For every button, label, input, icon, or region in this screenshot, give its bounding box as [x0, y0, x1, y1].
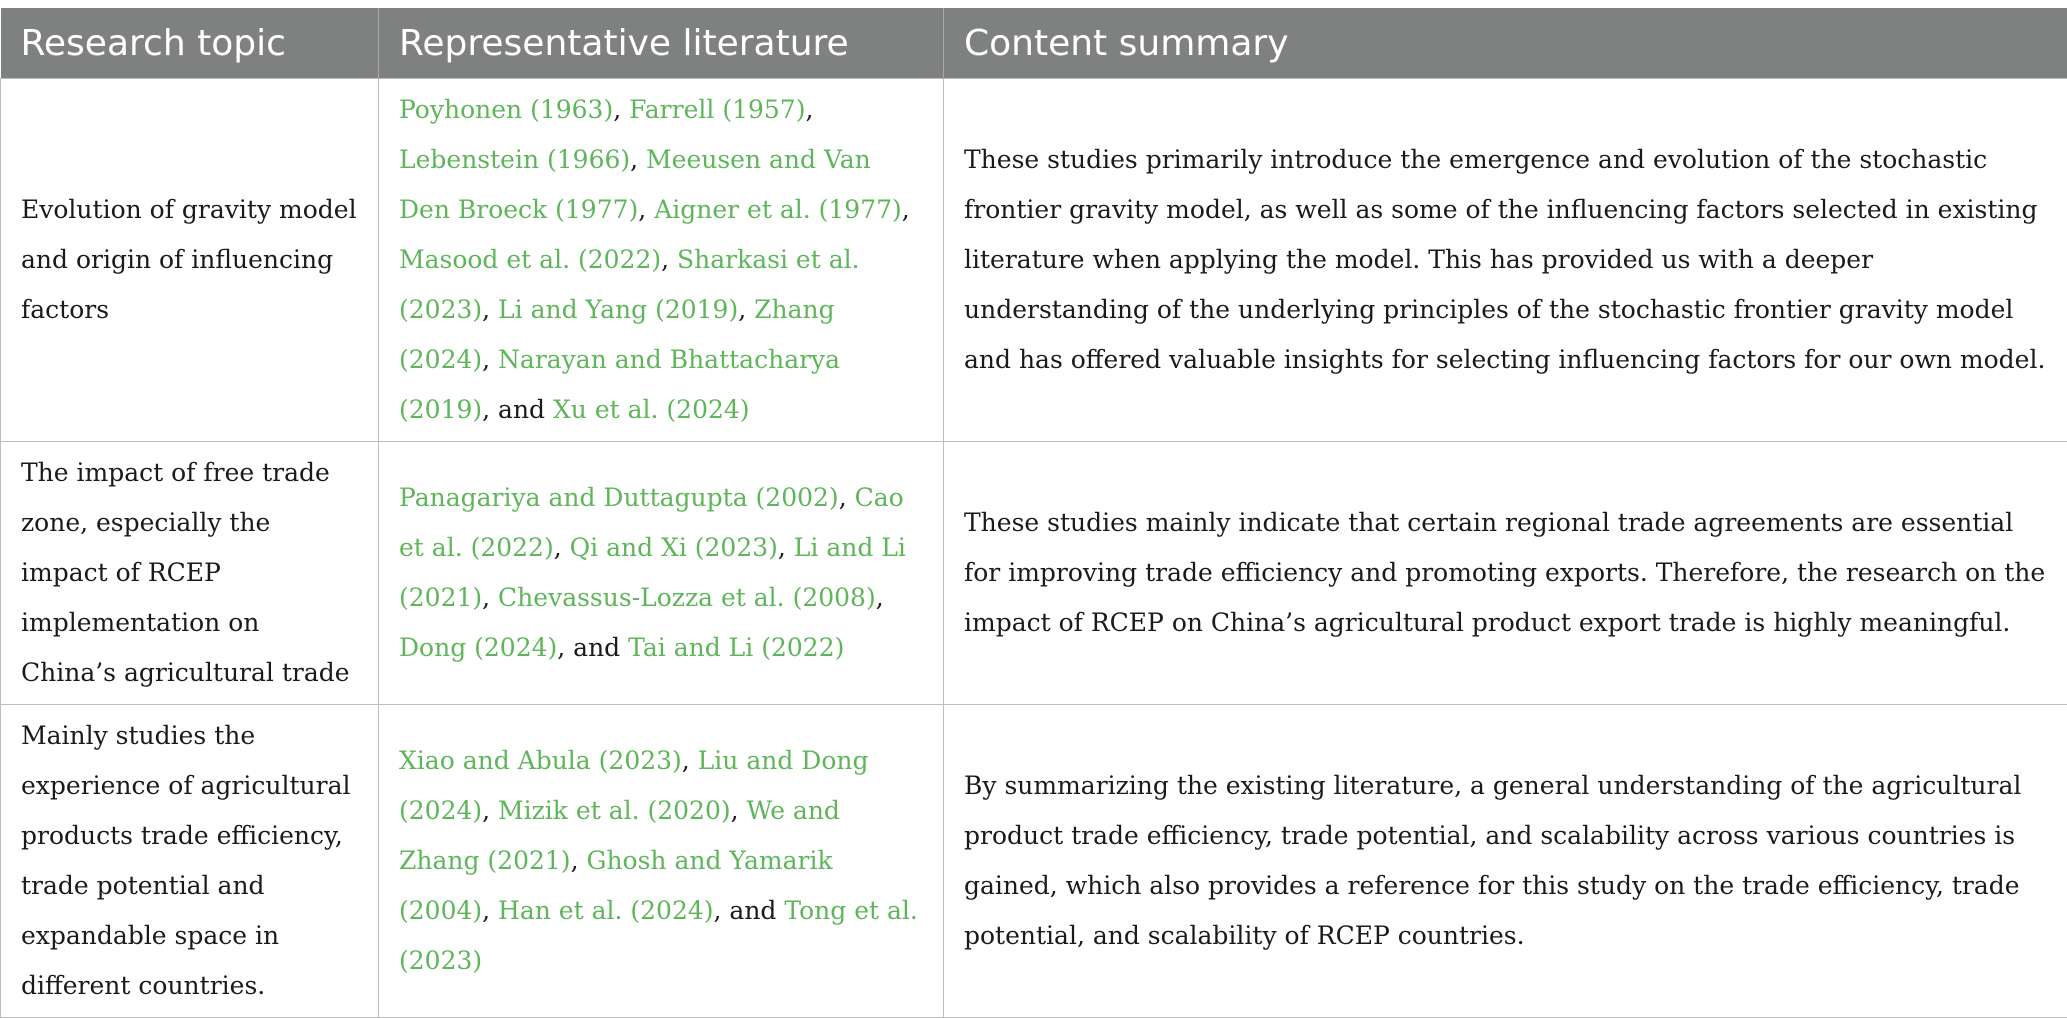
header-research-topic: Research topic [1, 8, 379, 79]
citation-link[interactable]: Liu and Dong (2024) [399, 746, 869, 825]
research-topic-cell: Mainly studies the experience of agricultural products trade efficiency, trade potential and expandable space in different countries. [1, 705, 379, 1018]
citation-separator: , [778, 533, 794, 562]
citation-separator: , [876, 583, 884, 612]
research-topic-cell: Evolution of gravity model and origin of influencing factors [1, 79, 379, 442]
citation-separator: , [554, 533, 570, 562]
citation-link[interactable]: Aigner et al. (1977) [654, 195, 902, 224]
literature-review-table [0, 8, 2067, 1018]
table-body [1, 79, 2067, 1018]
citation-link[interactable]: Qi and Xi (2023) [570, 533, 778, 562]
content-summary-cell: By summarizing the existing literature, a general understanding of the agricultural product trade efficiency, trade potential, and scalability across various countries is gained, which also provides a reference for this study on the trade efficiency, trade potential, and scalability of RCEP countries. [944, 705, 2067, 1018]
citation-separator: , [482, 896, 498, 925]
citation-link[interactable]: Chevassus-Lozza et al. (2008) [498, 583, 876, 612]
table-header [1, 8, 2067, 79]
citation-link[interactable]: Sharkasi et al. (2023) [399, 245, 860, 324]
citation-separator: , [661, 245, 677, 274]
citation-separator: , and [557, 633, 628, 662]
citation-link[interactable]: Zhang (2024) [399, 295, 835, 374]
header-content-summary: Content summary [944, 8, 2067, 79]
citation-link[interactable]: Li and Yang (2019) [498, 295, 738, 324]
citation-separator: , [638, 195, 654, 224]
citation-separator: , and [714, 896, 785, 925]
table-row [1, 79, 2067, 442]
citation-separator: , [571, 846, 587, 875]
citation-separator: , [630, 145, 646, 174]
table-row [1, 442, 2067, 705]
citation-link[interactable]: Meeusen and Van Den Broeck (1977) [399, 145, 871, 224]
table-row [1, 705, 2067, 1018]
content-summary-cell: These studies primarily introduce the emergence and evolution of the stochastic frontier gravity model, as well as some of the influencing factors selected in existing literature when applying the model. This has provided us with a deeper understanding of the underlying principles of the stochastic frontier gravity model and has offered valuable insights for selecting influencing factors for our own model. [944, 79, 2067, 442]
citation-link[interactable]: Han et al. (2024) [498, 896, 713, 925]
citation-separator: , [482, 583, 498, 612]
representative-literature-cell [379, 705, 944, 1018]
content-summary-cell: These studies mainly indicate that certain regional trade agreements are essential for improving trade efficiency and promoting exports. Therefore, the research on the impact of RCEP on China’s agricultural product export trade is highly meaningful. [944, 442, 2067, 705]
header-representative-literature: Representative literature [379, 8, 944, 79]
citation-link[interactable]: Poyhonen (1963) [399, 95, 613, 124]
citation-link[interactable]: Narayan and Bhattacharya (2019) [399, 345, 840, 424]
citation-separator: , [731, 796, 747, 825]
citation-separator: , [682, 746, 698, 775]
citation-link[interactable]: Li and Li (2021) [399, 533, 906, 612]
citation-link[interactable]: We and Zhang (2021) [399, 796, 840, 875]
representative-literature-cell [379, 442, 944, 705]
citation-separator: , [613, 95, 629, 124]
citation-separator: , [839, 483, 855, 512]
research-topic-cell: The impact of free trade zone, especially the impact of RCEP implementation on China’s agricultural trade [1, 442, 379, 705]
citation-separator: , [482, 345, 498, 374]
citation-link[interactable]: Panagariya and Duttagupta (2002) [399, 483, 839, 512]
citation-separator: , [805, 95, 813, 124]
citation-separator: , and [482, 395, 553, 424]
citation-link[interactable]: Farrell (1957) [629, 95, 805, 124]
citation-link[interactable]: Xu et al. (2024) [553, 395, 750, 424]
citation-separator: , [902, 195, 910, 224]
citation-link[interactable]: Lebenstein (1966) [399, 145, 630, 174]
citation-separator: , [738, 295, 754, 324]
citation-link[interactable]: Ghosh and Yamarik (2004) [399, 846, 833, 925]
citation-link[interactable]: Tong et al. (2023) [399, 896, 918, 975]
citation-link[interactable]: Mizik et al. (2020) [498, 796, 731, 825]
citation-link[interactable]: Cao et al. (2022) [399, 483, 904, 562]
representative-literature-cell [379, 79, 944, 442]
citation-link[interactable]: Masood et al. (2022) [399, 245, 661, 274]
header-row [1, 8, 2067, 79]
literature-review-table-container [0, 8, 2067, 1018]
citation-separator: , [482, 796, 498, 825]
citation-link[interactable]: Xiao and Abula (2023) [399, 746, 682, 775]
citation-link[interactable]: Dong (2024) [399, 633, 557, 662]
citation-separator: , [482, 295, 498, 324]
citation-link[interactable]: Tai and Li (2022) [628, 633, 844, 662]
